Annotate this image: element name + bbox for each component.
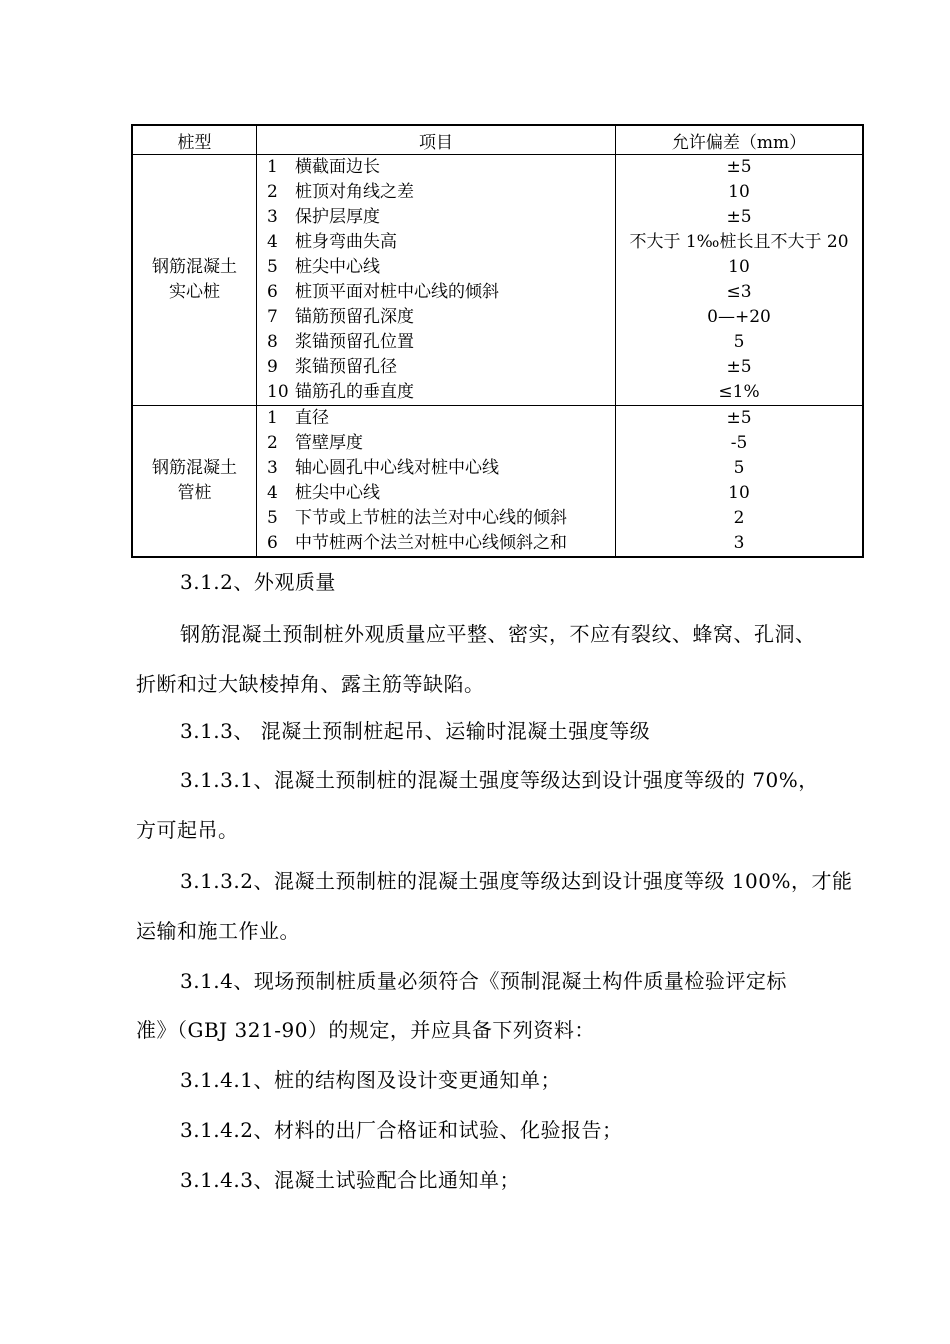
row-tolerance: 不大于 1‰桩长且不大于 20	[629, 232, 849, 252]
row-number: 1	[267, 157, 278, 177]
tolerance-column	[616, 406, 862, 556]
row-tolerance: 5	[733, 458, 745, 478]
table-row-item	[257, 380, 615, 405]
table-row-item	[257, 280, 615, 305]
paragraph-line: 钢筋混凝土预制桩外观质量应平整、密实，不应有裂纹、蜂窝、孔洞、	[180, 622, 816, 646]
table-row-item	[257, 155, 615, 180]
row-number: 2	[267, 433, 278, 453]
table-row-item	[257, 230, 615, 255]
tolerance-table	[131, 124, 864, 558]
row-number: 6	[267, 533, 278, 553]
header-item: 项目	[257, 126, 616, 154]
row-item-text: 轴心圆孔中心线对桩中心线	[295, 458, 499, 478]
row-item-text: 锚筋预留孔深度	[295, 307, 414, 327]
tolerance-column	[616, 155, 862, 405]
row-tolerance: ±5	[726, 357, 752, 377]
row-item-text: 下节或上节桩的法兰对中心线的倾斜	[295, 508, 567, 528]
row-number: 4	[267, 483, 278, 503]
table-row-item	[257, 431, 615, 456]
row-item-text: 保护层厚度	[295, 207, 380, 227]
paragraph-line: 运输和施工作业。	[136, 919, 300, 943]
section-3-1-2-title: 3.1.2、外观质量	[180, 570, 336, 594]
row-tolerance: ≤3	[726, 282, 752, 302]
row-item-text: 中节桩两个法兰对桩中心线倾斜之和	[295, 533, 567, 553]
row-number: 3	[267, 458, 278, 478]
pile-type-cell	[133, 155, 257, 405]
row-number: 2	[267, 182, 278, 202]
row-tolerance: 3	[733, 533, 745, 553]
row-tolerance: 2	[733, 508, 745, 528]
row-number: 4	[267, 232, 278, 252]
row-number: 6	[267, 282, 278, 302]
table-row-item	[257, 330, 615, 355]
table-header-row	[133, 126, 862, 155]
table-row-item	[257, 355, 615, 380]
table-row-item	[257, 205, 615, 230]
pile-type-line: 钢筋混凝土	[152, 257, 237, 277]
row-item-text: 锚筋孔的垂直度	[295, 382, 414, 402]
table-row-item	[257, 305, 615, 330]
row-item-text: 管壁厚度	[295, 433, 363, 453]
row-item-text: 横截面边长	[295, 157, 380, 177]
row-number: 7	[267, 307, 278, 327]
pile-type-line: 钢筋混凝土	[152, 458, 237, 478]
table-row-item	[257, 531, 615, 556]
paragraph-line: 3.1.4、现场预制桩质量必须符合《预制混凝土构件质量检验评定标	[180, 969, 787, 993]
table-row-item	[257, 255, 615, 280]
table-row-item	[257, 406, 615, 431]
table-row-item	[257, 506, 615, 531]
paragraph-line: 3.1.3.2、混凝土预制桩的混凝土强度等级达到设计强度等级 100%，才能	[180, 869, 853, 893]
row-item-text: 桩尖中心线	[295, 257, 380, 277]
paragraph-line: 准》（GBJ 321-90）的规定，并应具备下列资料：	[136, 1018, 595, 1042]
pile-type-line: 实心桩	[169, 282, 220, 302]
row-tolerance: ±5	[726, 157, 752, 177]
row-item-text: 直径	[295, 408, 329, 428]
row-tolerance: ±5	[726, 207, 752, 227]
list-item: 3.1.4.2、材料的出厂合格证和试验、化验报告；	[180, 1118, 623, 1142]
row-tolerance: 10	[728, 257, 750, 277]
row-number: 5	[267, 508, 278, 528]
row-number: 9	[267, 357, 278, 377]
row-tolerance: 10	[728, 182, 750, 202]
paragraph-line: 折断和过大缺棱掉角、露主筋等缺陷。	[136, 672, 485, 696]
row-item-text: 浆锚预留孔径	[295, 357, 397, 377]
paragraph-line: 方可起吊。	[136, 818, 239, 842]
row-item-text: 桩顶对角线之差	[295, 182, 414, 202]
pile-type-line: 管桩	[177, 483, 212, 503]
table-group-solid-pile	[133, 155, 862, 406]
row-tolerance: 10	[728, 483, 750, 503]
row-item-text: 桩尖中心线	[295, 483, 380, 503]
section-3-1-3-title: 3.1.3、 混凝土预制桩起吊、运输时混凝土强度等级	[180, 719, 651, 743]
row-tolerance: ≤1%	[718, 382, 760, 402]
row-tolerance: -5	[730, 433, 748, 453]
table-row-item	[257, 481, 615, 506]
table-group-pipe-pile	[133, 406, 862, 556]
row-number: 3	[267, 207, 278, 227]
paragraph-line: 3.1.3.1、混凝土预制桩的混凝土强度等级达到设计强度等级的 70%，	[180, 768, 819, 792]
row-item-text: 浆锚预留孔位置	[295, 332, 414, 352]
header-tolerance: 允许偏差（mm）	[671, 132, 807, 153]
row-number: 5	[267, 257, 278, 277]
row-number: 8	[267, 332, 278, 352]
row-number: 10	[267, 382, 289, 402]
row-tolerance: 5	[733, 332, 745, 352]
pile-type-cell	[133, 406, 257, 556]
table-row-item	[257, 456, 615, 481]
row-item-text: 桩顶平面对桩中心线的倾斜	[295, 282, 499, 302]
item-column	[257, 406, 616, 556]
item-column	[257, 155, 616, 405]
list-item: 3.1.4.1、桩的结构图及设计变更通知单；	[180, 1068, 561, 1092]
list-item: 3.1.4.3、混凝土试验配合比通知单；	[180, 1168, 520, 1192]
row-tolerance: 0—+20	[707, 307, 771, 327]
table-row-item	[257, 180, 615, 205]
header-pile-type: 桩型	[133, 126, 257, 154]
row-number: 1	[267, 408, 278, 428]
row-item-text: 桩身弯曲失高	[295, 232, 397, 252]
row-tolerance: ±5	[726, 408, 752, 428]
